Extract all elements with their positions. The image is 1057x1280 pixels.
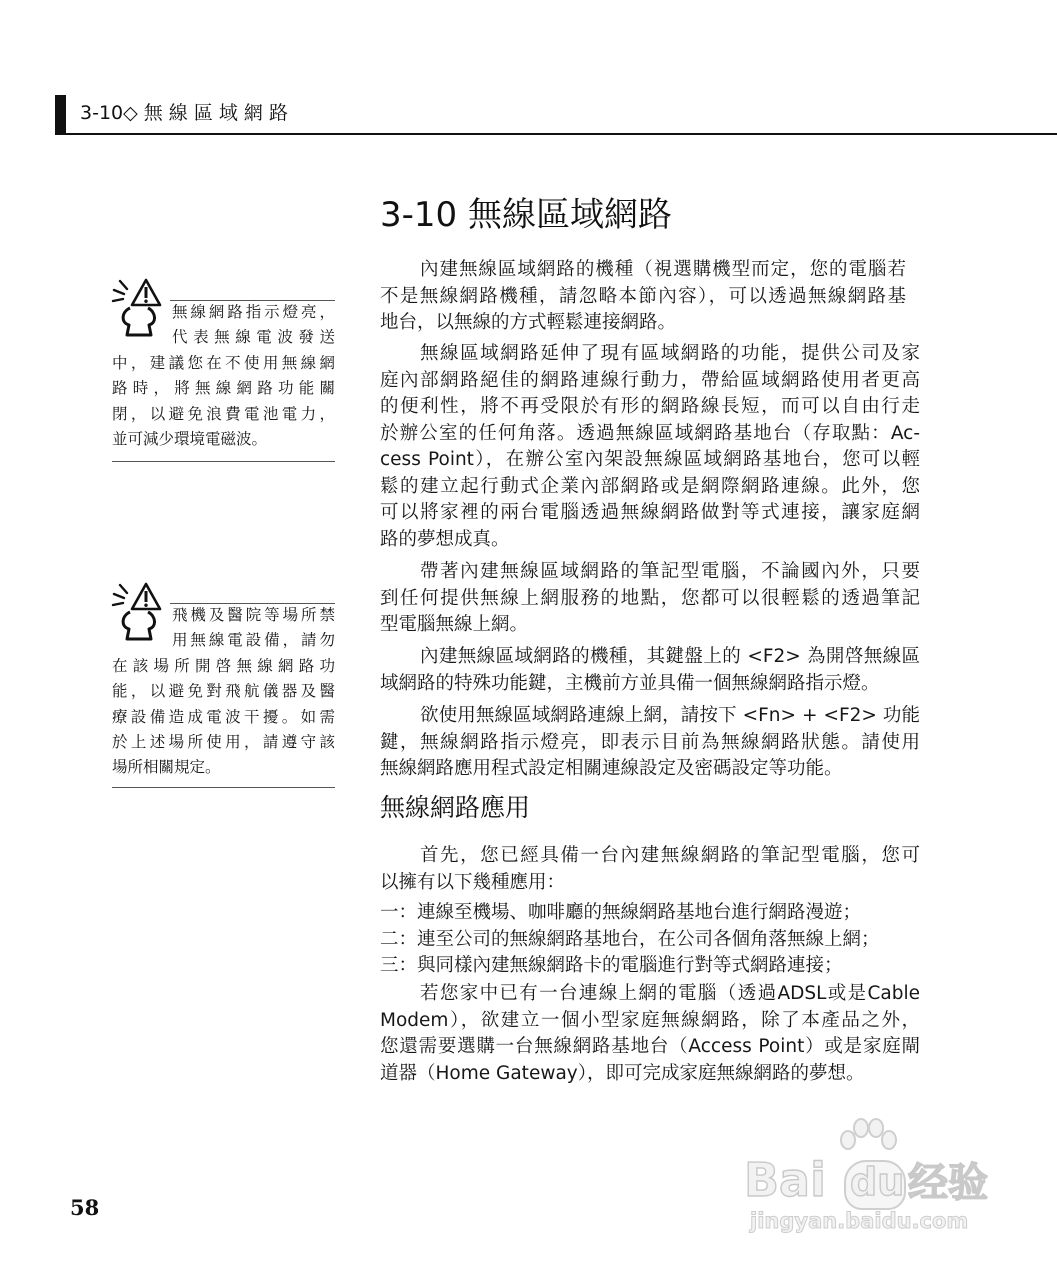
paragraph [380,981,920,1087]
application-list [380,900,920,980]
note-line: 中，建議您在不使用無線網 [112,353,335,372]
note-bottom-rule [112,461,335,462]
sidebar-note [112,300,335,452]
watermark-brand-right: du [850,1160,905,1204]
text-line: 以擁有以下幾種應用： [380,871,566,893]
paragraph [380,257,906,337]
text-line: 鬆的建立起行動式企業內部網路或是網際網路連線。此外，您 [380,475,920,497]
watermark-url: jingyan.baidu.com [750,1209,969,1233]
text-line: 鍵，無線網路指示燈亮，即表示目前為無線網路狀態。請使用 [380,731,920,753]
sidebar-note [112,603,335,781]
text-line: Modem），欲建立一個小型家庭無線網路，除了本產品之外， [380,1009,920,1031]
note-line: 代表無線電波發送 [172,328,335,347]
page-title: 3-10 無線區域網路 [380,195,672,235]
note-line: 能，以避免對飛航儀器及醫 [112,682,335,701]
note-line: 療設備造成電波干擾。如需 [112,707,335,726]
text-line: 不是無線網路機種，請忽略本節內容），可以透過無線網路基 [380,285,906,307]
text-line: 內建無線區域網路的機種（視選購機型而定，您的電腦若 [420,259,906,280]
note-line: 閉，以避免浪費電池電力， [112,404,335,423]
paragraph [380,703,920,783]
page-number: 58 [70,1195,100,1220]
text-line: 首先，您已經具備一台內建無線網路的筆記型電腦，您可 [420,845,920,866]
text-line: 地台，以無線的方式輕鬆連接網路。 [380,312,677,333]
section-header-label: 3-10◇ 無 線 區 域 網 路 [80,102,288,124]
text-line: 無線網路應用程式設定相關連線設定及密碼設定等功能。 [380,758,843,779]
text-line: 欲使用無線區域網路連線上網，請按下 <Fn> + <F2> 功能 [420,705,920,726]
text-line: 內建無線區域網路的機種，其鍵盤上的 <F2> 為開啓無線區 [420,646,920,667]
paragraph [380,644,920,697]
text-line: 您還需要選購一台無線網路基地台（Access Point）或是家庭閘 [380,1036,920,1057]
note-line: 飛機及醫院等場所禁 [172,606,335,624]
paragraph [380,559,920,639]
text-line: 到任何提供無線上網服務的地點，您都可以很輕鬆的透過筆記 [380,587,920,609]
text-line: 的便利性，將不再受限於有形的網路線長短，而可以自由行走 [380,396,920,417]
header-bar [55,95,66,135]
list-item: 三：與同樣內建無線網路卡的電腦進行對等式網路連接； [380,955,843,976]
note-line: 於上述場所使用，請遵守該 [112,732,335,751]
note-bottom-rule [112,787,335,788]
header-rule [55,133,1057,135]
note-line: 路時，將無線網路功能關 [112,379,335,398]
text-line: 帶著內建無線區域網路的筆記型電腦，不論國內外，只要 [420,561,920,582]
text-line: 若您家中已有一台連線上網的電腦（透過ADSL或是Cable [420,983,920,1004]
baidu-watermark [740,1118,1002,1236]
note-line: 在該場所開啓無線網路功 [112,656,335,675]
text-line: 道器（Home Gateway），即可完成家庭無線網路的夢想。 [380,1062,865,1084]
text-line: 可以將家裡的兩台電腦透過無線網路做對等式連接，讓家庭網 [380,502,920,523]
watermark-brand-cn: 经验 [908,1160,988,1206]
text-line: cess Point），在辦公室內架設無線區域網路基地台，您可以輕 [380,449,920,470]
paragraph [380,843,920,896]
note-line: 並可減少環境電磁波。 [112,429,268,448]
text-line: 庭內部網路絕佳的網路連線行動力，帶給區域網路使用者更高 [380,369,920,391]
note-line: 用無線電設備，請勿 [172,631,335,650]
list-item: 二：連至公司的無線網路基地台，在公司各個角落無線上網； [380,928,880,950]
paragraph [380,341,920,553]
text-line: 型電腦無線上網。 [380,614,529,635]
list-item: 一：連線至機場、咖啡廳的無線網路基地台進行網路漫遊； [380,902,862,923]
note-line: 場所相關規定。 [112,758,221,777]
text-line: 路的夢想成真。 [380,528,510,550]
text-line: 於辦公室的任何角落。透過無線區域網路基地台（存取點：Ac- [380,422,920,444]
watermark-brand-left: Bai [744,1153,826,1207]
text-line: 無線區域網路延伸了現有區域網路的功能，提供公司及家 [420,343,920,364]
text-line: 域網路的特殊功能鍵，主機前方並具備一個無線網路指示燈。 [380,672,880,694]
section-subheading: 無線網路應用 [380,793,531,822]
note-line: 無線網路指示燈亮， [172,303,335,321]
